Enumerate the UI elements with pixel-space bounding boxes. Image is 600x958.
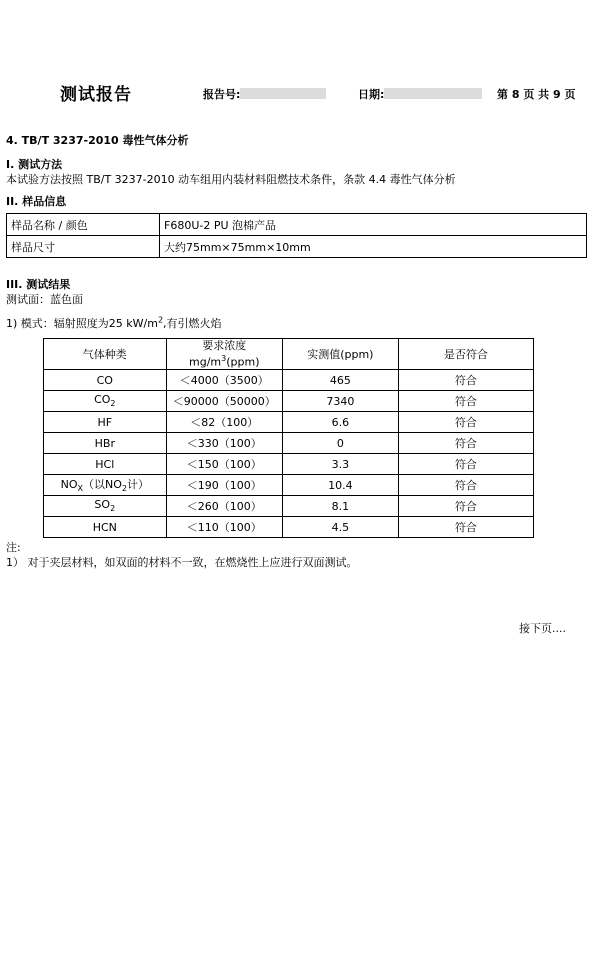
conform-cell: 符合 [398,433,533,454]
gas-name: CO [94,393,111,407]
conform-cell: 符合 [398,391,533,412]
continue-label: 接下页.... [519,622,566,635]
sample-info-table [6,213,587,258]
gas-subscript: 2 [110,504,116,514]
gas-cell: HCN [44,517,167,538]
requirement-cell: ＜190（100） [166,475,282,496]
gas-name: NO [60,478,78,492]
results-heading: III. 测试结果 [6,278,71,291]
gas-cell [44,475,167,496]
gas-cell: CO [44,370,167,391]
measured-cell: 8.1 [282,496,398,517]
test-mode-prefix: 1) 模式：辐射照度为25 kW/m [6,317,158,330]
gas-cell [44,496,167,517]
conform-cell: 符合 [398,454,533,475]
measured-cell: 10.4 [282,475,398,496]
requirement-cell: ＜4000（3500） [166,370,282,391]
gas-name-mid: （以NO [82,478,122,492]
conform-cell: 符合 [398,370,533,391]
date-field [358,86,482,102]
sample-name-label: 样品名称 / 颜色 [7,214,160,236]
test-mode [6,315,222,331]
conform-cell: 符合 [398,496,533,517]
section-title: 4. TB/T 3237-2010 毒性气体分析 [6,134,189,147]
note-item: 1） 对于夹层材料，如双面的材料不一致，在燃烧性上应进行双面测试。 [6,556,358,569]
measured-cell: 0 [282,433,398,454]
col-requirement-line1: 要求浓度 [202,339,247,353]
page-info: 第 8 页 共 9 页 [497,88,576,101]
sample-size-label: 样品尺寸 [7,236,160,258]
col-requirement-unit-sup: 3 [221,354,227,364]
requirement-cell: ＜82（100） [166,412,282,433]
requirement-cell: ＜330（100） [166,433,282,454]
requirement-cell: ＜110（100） [166,517,282,538]
col-gas: 气体种类 [44,339,167,370]
measured-cell: 3.3 [282,454,398,475]
test-mode-suffix: ,有引燃火焰 [163,317,222,330]
requirement-cell: ＜90000（50000） [166,391,282,412]
gas-cell: HCl [44,454,167,475]
table-row [44,370,534,391]
redacted-report-number [240,88,326,99]
method-text: 本试验方法按照 TB/T 3237-2010 动车组用内装材料阻燃技术条件，条款 4.4 毒性气体分析 [6,173,456,186]
gas-name: SO [94,498,111,512]
method-heading: I. 测试方法 [6,158,63,171]
requirement-cell: ＜150（100） [166,454,282,475]
measured-cell: 6.6 [282,412,398,433]
notes-label: 注: [6,541,21,554]
table-row [44,475,534,496]
gas-cell: HF [44,412,167,433]
date-label: 日期: [358,88,385,101]
gas-cell [44,391,167,412]
redacted-date [384,88,482,99]
report-number-label: 报告号: [203,88,241,101]
table-header-row [44,339,534,370]
conform-cell: 符合 [398,517,533,538]
sample-name-value: F680U-2 PU 泡棉产品 [160,214,587,236]
gas-subscript: 2 [110,399,116,409]
measured-cell: 465 [282,370,398,391]
gas-subscript: X [77,484,83,494]
report-title: 测试报告 [60,85,132,105]
col-requirement [166,339,282,370]
results-table [43,338,534,538]
report-number-field [203,86,326,102]
table-row [44,391,534,412]
sample-size-value: 大约75mm×75mm×10mm [160,236,587,258]
col-conform: 是否符合 [398,339,533,370]
gas-cell: HBr [44,433,167,454]
test-surface: 测试面：蓝色面 [6,293,83,306]
sample-info-heading: II. 样品信息 [6,195,67,208]
table-row [44,433,534,454]
requirement-cell: ＜260（100） [166,496,282,517]
measured-cell: 4.5 [282,517,398,538]
table-row [7,214,587,236]
conform-cell: 符合 [398,475,533,496]
table-row [44,496,534,517]
test-mode-sup: 2 [157,315,164,325]
col-requirement-unit: mg/m [189,355,222,369]
table-row [44,454,534,475]
col-measured: 实测值(ppm) [282,339,398,370]
col-requirement-unit-post: (ppm) [226,355,260,369]
table-row [7,236,587,258]
measured-cell: 7340 [282,391,398,412]
gas-subscript-2: 2 [121,484,127,494]
table-row [44,517,534,538]
conform-cell: 符合 [398,412,533,433]
gas-name-post: 计） [126,478,149,492]
table-row [44,412,534,433]
